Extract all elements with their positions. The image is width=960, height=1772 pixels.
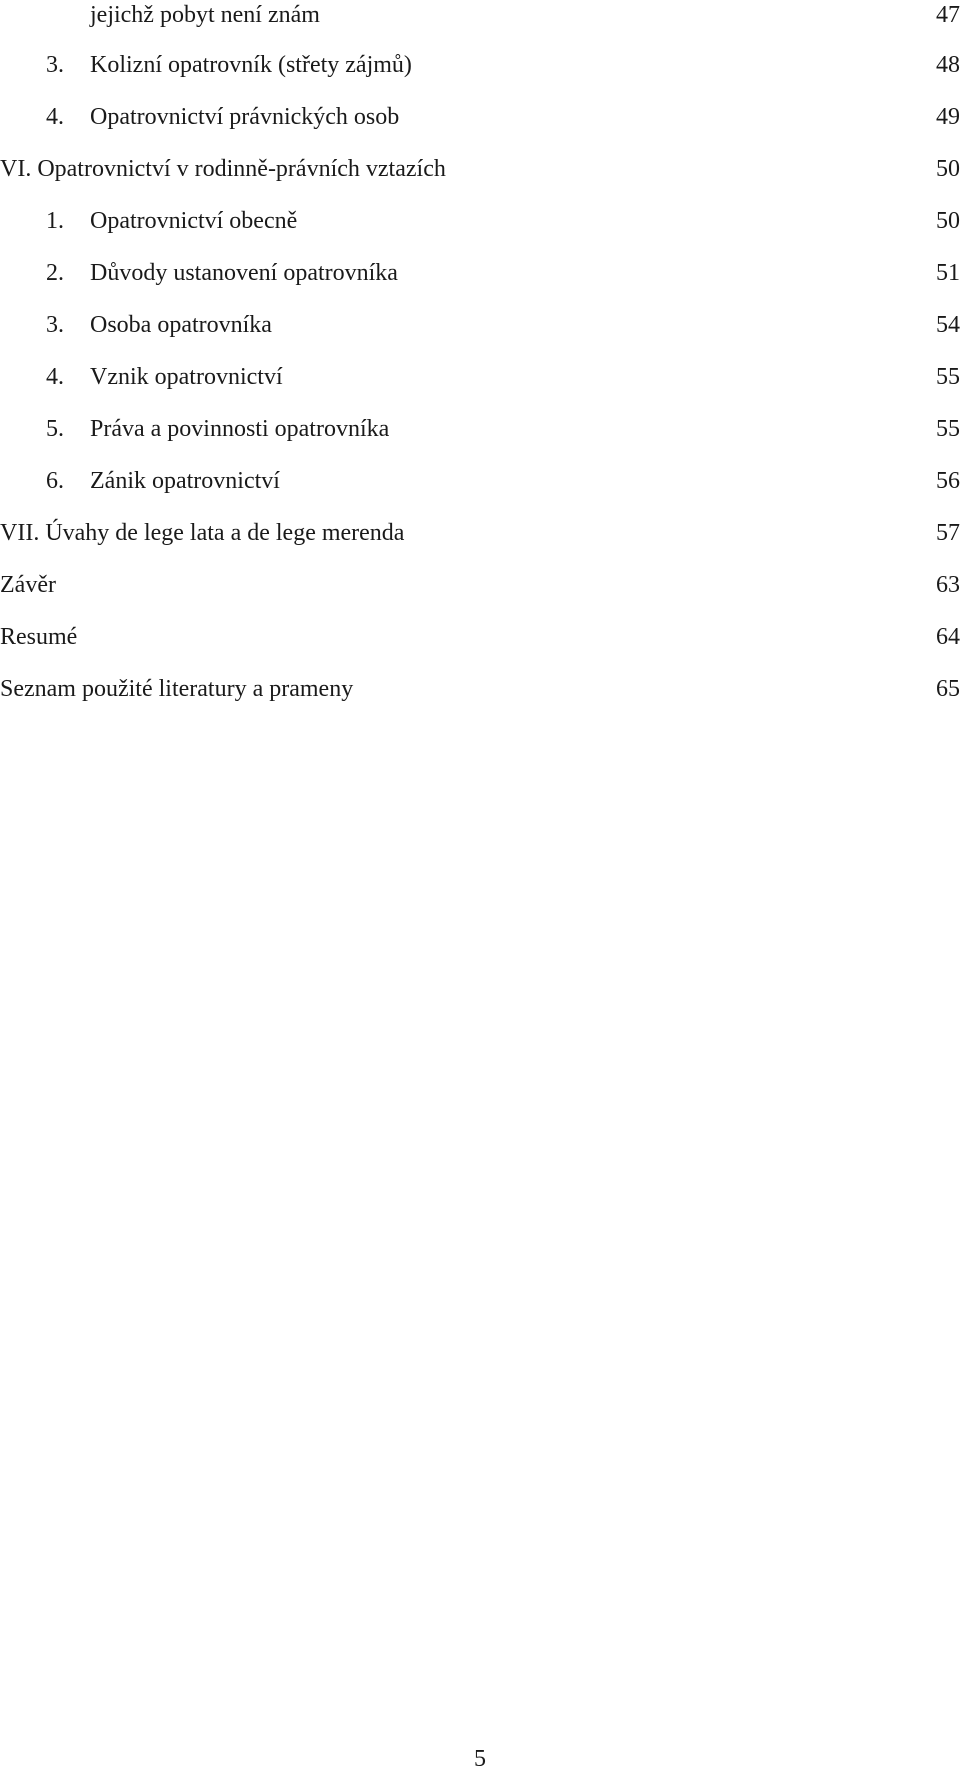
toc-entry[interactable] [0, 2, 960, 28]
toc-entry-title: Opatrovnictví právnických osob [90, 104, 400, 130]
toc-entry[interactable] [0, 572, 960, 598]
toc-entry-page: 63 [936, 572, 960, 598]
toc-entry[interactable] [0, 624, 960, 650]
toc-entry-page: 50 [936, 156, 960, 182]
toc-entry[interactable] [0, 52, 960, 78]
toc-entry-number: 4. [46, 364, 64, 390]
toc-entry-number: 3. [46, 52, 64, 78]
toc-entry-page: 56 [936, 468, 960, 494]
toc-entry[interactable] [0, 208, 960, 234]
toc-entry-title: Kolizní opatrovník (střety zájmů) [90, 52, 412, 78]
toc-entry-page: 55 [936, 416, 960, 442]
toc-entry-number: 5. [46, 416, 64, 442]
toc-entry-title: Závěr [0, 572, 56, 598]
toc-entry-page: 49 [936, 104, 960, 130]
toc-entry-title: VII. Úvahy de lege lata a de lege merenda [0, 520, 405, 546]
table-of-contents [0, 0, 960, 702]
toc-entry[interactable] [0, 364, 960, 390]
toc-entry[interactable] [0, 260, 960, 286]
toc-entry-page: 48 [936, 52, 960, 78]
toc-entry[interactable] [0, 676, 960, 702]
toc-entry-number: 1. [46, 208, 64, 234]
toc-entry-title: Seznam použité literatury a prameny [0, 676, 354, 702]
toc-entry-page: 47 [936, 2, 960, 28]
toc-entry-title: Práva a povinnosti opatrovníka [90, 416, 390, 442]
toc-entry-number: 4. [46, 104, 64, 130]
toc-entry-page: 50 [936, 208, 960, 234]
toc-entry-title: Resumé [0, 624, 78, 650]
toc-entry[interactable] [0, 416, 960, 442]
toc-entry-title: Zánik opatrovnictví [90, 468, 280, 494]
toc-entry-page: 55 [936, 364, 960, 390]
toc-entry[interactable] [0, 104, 960, 130]
toc-entry-title: VI. Opatrovnictví v rodinně-právních vztazích [0, 156, 446, 182]
toc-entry[interactable] [0, 312, 960, 338]
toc-entry[interactable] [0, 468, 960, 494]
toc-entry-page: 51 [936, 260, 960, 286]
toc-entry[interactable] [0, 520, 960, 546]
toc-entry[interactable] [0, 156, 960, 182]
toc-entry-number: 3. [46, 312, 64, 338]
toc-entry-page: 64 [936, 624, 960, 650]
page-number: 5 [474, 1746, 486, 1772]
toc-entry-title: Vznik opatrovnictví [90, 364, 283, 390]
toc-entry-page: 54 [936, 312, 960, 338]
toc-entry-title: Opatrovnictví obecně [90, 208, 298, 234]
toc-entry-title: Důvody ustanovení opatrovníka [90, 260, 398, 286]
toc-entry-page: 57 [936, 520, 960, 546]
toc-entry-number: 2. [46, 260, 64, 286]
toc-entry-title: jejichž pobyt není znám [90, 2, 320, 28]
toc-entry-page: 65 [936, 676, 960, 702]
toc-entry-title: Osoba opatrovníka [90, 312, 272, 338]
toc-entry-number: 6. [46, 468, 64, 494]
